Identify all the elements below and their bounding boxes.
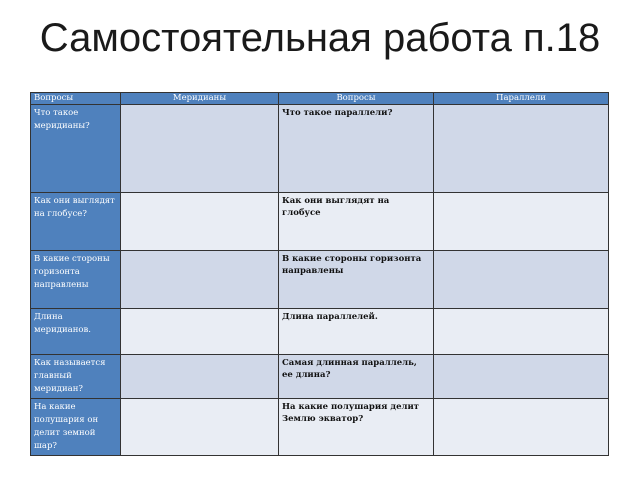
parallel-answer-cell[interactable] [434, 193, 609, 251]
parallel-question-cell: Самая длинная параллель, ее длина? [279, 355, 434, 399]
parallel-question-cell: На какие полушария делит Землю экватор? [279, 399, 434, 456]
table-row [31, 105, 609, 193]
meridian-question-cell: На какие полушария он делит земной шар? [31, 399, 121, 456]
table-row [31, 355, 609, 399]
meridian-answer-cell[interactable] [121, 251, 279, 309]
meridian-answer-cell[interactable] [121, 309, 279, 355]
header-questions-1: Вопросы [31, 93, 121, 105]
table-row [31, 251, 609, 309]
meridian-answer-cell[interactable] [121, 105, 279, 193]
parallel-question-cell: Длина параллелей. [279, 309, 434, 355]
meridian-answer-cell[interactable] [121, 399, 279, 456]
meridian-answer-cell[interactable] [121, 355, 279, 399]
meridian-question-cell: В какие стороны горизонта направлены [31, 251, 121, 309]
parallel-answer-cell[interactable] [434, 355, 609, 399]
table-row [31, 399, 609, 456]
parallel-answer-cell[interactable] [434, 309, 609, 355]
table-row [31, 309, 609, 355]
parallel-answer-cell[interactable] [434, 399, 609, 456]
parallel-answer-cell[interactable] [434, 251, 609, 309]
worksheet-table-container [30, 92, 608, 451]
table-header-row [31, 93, 609, 105]
meridian-question-cell: Что такое меридианы? [31, 105, 121, 193]
meridian-answer-cell[interactable] [121, 193, 279, 251]
parallel-question-cell: В какие стороны горизонта направлены [279, 251, 434, 309]
meridian-question-cell: Как они выглядят на глобусе? [31, 193, 121, 251]
parallel-question-cell: Как они выглядят на глобусе [279, 193, 434, 251]
header-parallels: Параллели [434, 93, 609, 105]
table-row [31, 193, 609, 251]
parallel-question-cell: Что такое параллели? [279, 105, 434, 193]
parallel-answer-cell[interactable] [434, 105, 609, 193]
header-questions-2: Вопросы [279, 93, 434, 105]
worksheet-table [30, 92, 609, 456]
page-title: Самостоятельная работа п.18 [39, 16, 601, 60]
meridian-question-cell: Как называется главный меридиан? [31, 355, 121, 399]
meridian-question-cell: Длина меридианов. [31, 309, 121, 355]
header-meridians: Меридианы [121, 93, 279, 105]
